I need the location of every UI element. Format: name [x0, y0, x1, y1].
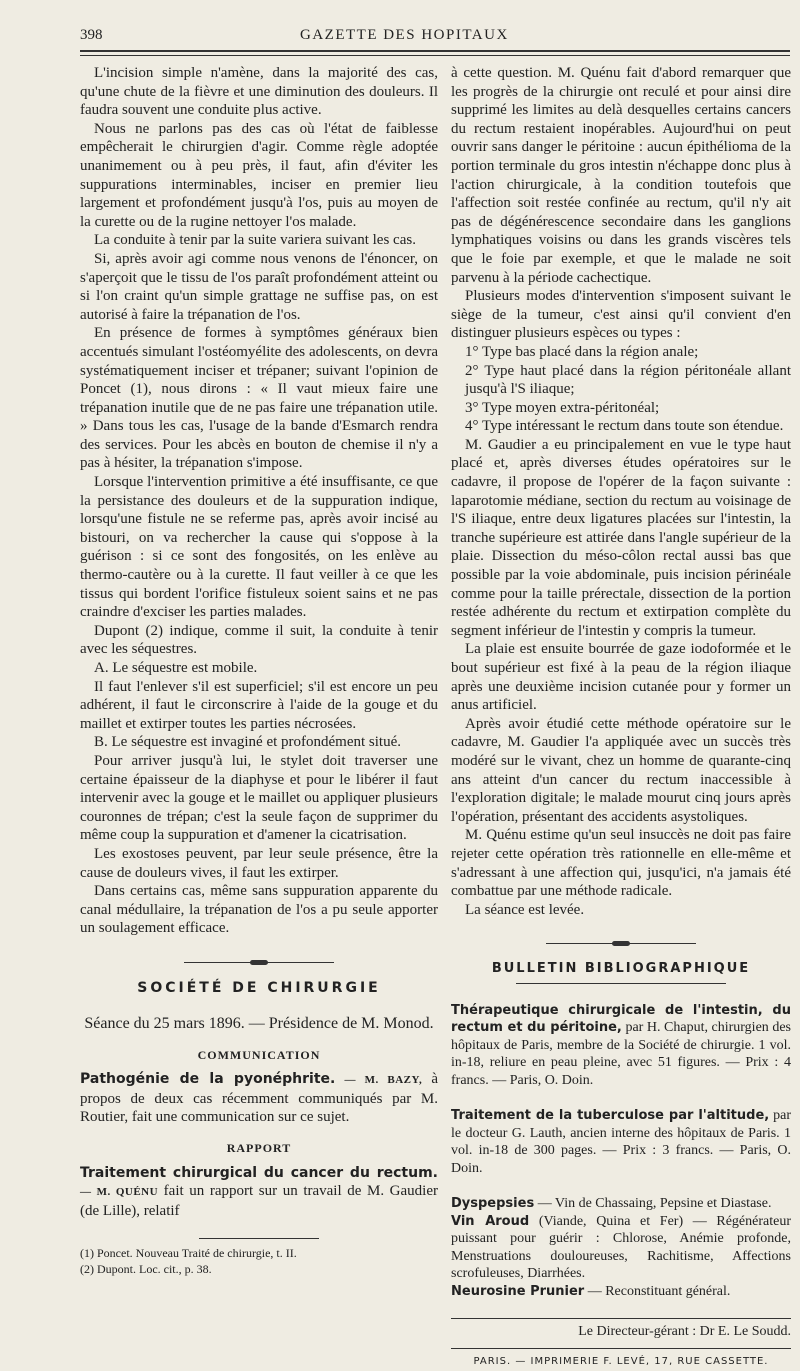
ad-text: — Vin de Chassaing, Pepsine et Diastase. — [537, 1196, 772, 1211]
paragraph: Nous ne parlons pas des cas où l'état de faiblesse empêcherait le chirurgien d'agir. Comme règle adoptée unanimement ou à peu près, il faut, afin d'éviter les suppurations interminables, inciser en premier lieu largement et profondément jusqu'à l'os, puis au moyen de la curette ou de la rugine nettoyer l'os malade. — [80, 120, 438, 230]
ad-line — [451, 1195, 791, 1213]
signature: Le Directeur-gérant : Dr E. Le Soudd. — [578, 1324, 791, 1339]
society-title: SOCIÉTÉ DE CHIRURGIE — [137, 979, 381, 996]
paragraph: La plaie est ensuite bourrée de gaze iodoformée et le bout supérieur est fixé à la peau de la région iliaque après une deuxième incision cutanée pour y former un anus artificiel. — [451, 641, 791, 714]
communication-title: Pathogénie de la pyonéphrite. — [80, 1071, 336, 1088]
rapport-author: — M. QUÉNU — [80, 1186, 159, 1199]
paragraph: Plusieurs modes d'intervention s'imposent suivant le siège de la tumeur, c'est ainsi qu'il convient d'en distinguer plusieurs espèces ou types : — [451, 288, 791, 342]
paragraph: A. Le séquestre est mobile. — [94, 660, 258, 676]
ornament-divider — [80, 950, 438, 969]
biblio-entry — [451, 1107, 791, 1177]
type-item: 3° Type moyen extra-péritonéal; — [465, 399, 660, 416]
header-rule-thin — [80, 55, 790, 56]
bulletin-title: BULLETIN BIBLIOGRAPHIQUE — [491, 960, 751, 976]
footnote-rule — [199, 1238, 319, 1239]
paragraph: Il faut l'enlever s'il est superficiel; s'il est encore un peu adhérent, il faut le circonscrire à l'aide de la gouge et du maillet et extirper toutes les parties nécrosées. — [80, 678, 438, 732]
type-item: 1° Type bas placé dans la région anale; — [465, 343, 699, 360]
paragraph: Si, après avoir agi comme nous venons de l'énoncer, on s'aperçoit que le tissu de l'os paraît profondément atteint ou si l'on craint qu'un simple grattage ne suffise pas, on est autorisé à faire la trépanation de l'os. — [80, 250, 438, 323]
ad-text: (Viande, Quina et Fer) — Régénérateur puissant pour guérir : Chlorose, Anémie profonde, Menstruations douloureuses, Rachitisme, Affections scrofuleuses, Diarrhées. — [451, 1213, 791, 1281]
advertisements — [451, 1195, 791, 1300]
type-item: 4° Type intéressant le rectum dans toute son étendue. — [465, 418, 784, 435]
biblio-title: Thérapeutique chirurgicale de l'intestin, du rectum et du péritoine, — [451, 1002, 791, 1035]
rapport-text: fait un rapport sur un travail de M. Gaudier (de Lille), relatif — [80, 1183, 438, 1219]
imprint: PARIS. — IMPRIMERIE F. LEVÉ, 17, RUE CASSETTE. — [473, 1355, 769, 1367]
communication-paragraph — [80, 1070, 438, 1127]
footnote: (1) Poncet. Nouveau Traité de chirurgie, t. II. — [80, 1246, 297, 1261]
ad-product: Neurosine Prunier — [451, 1283, 585, 1299]
running-title: GAZETTE DES HOPITAUX — [300, 27, 509, 43]
left-column — [80, 64, 438, 1277]
bulletin-underline — [516, 983, 726, 984]
paragraph: Les exostoses peuvent, par leur seule présence, être la cause de douleurs vives, il faut les extirper. — [80, 845, 438, 881]
biblio-text: par H. Chaput, chirurgien des hôpitaux de Paris, membre de la Société de chirurgie. 1 vol. in-18, reliure en peau pleine, avec 51 figures. — Prix : 4 francs. — Paris, O. Doin. — [451, 1020, 792, 1088]
signature-rule — [451, 1318, 791, 1319]
header-rule — [80, 50, 790, 52]
rapport-paragraph — [80, 1164, 438, 1221]
type-item: 2° Type haut placé dans la région péritonéale allant jusqu'à l'S iliaque; — [465, 362, 791, 398]
paragraph: Pour arriver jusqu'à lui, le stylet doit traverser une certaine épaisseur de la diaphyse et pour le libérer il faut intervenir avec la gouge et le maillet ou appliquer plusieurs couronnes de trépan; c'est la seule façon de supprimer du même coup la suppuration et d'amener la cicatrisation. — [80, 752, 438, 844]
paragraph: B. Le séquestre est invaginé et profondément situé. — [94, 734, 401, 751]
paragraph: M. Gaudier a eu principalement en vue le type haut placé et, après diverses études opératoires sur le cadavre, il propose de l'opérer de la façon suivante : laparotomie médiane, section du rectum au voisinage de l'S iliaque, entre deux ligatures placées sur l'intestin, la tranche supérieure est attirée dans l'angle supérieur de la plaie. Dissection du méso-côlon rectal aussi bas que possible par la voie abdominale, puis incision périnéale comme pour la taille prérectale, dissection de la portion restée adhérente du rectum et extirpation complète du segment inférieur de l'intestin y compris la tumeur. — [451, 436, 791, 639]
biblio-entry — [451, 1002, 791, 1090]
footnote: (2) Dupont. Loc. cit., p. 38. — [80, 1262, 212, 1277]
paragraph: à cette question. M. Quénu fait d'abord remarquer que les progrès de la chirurgie ont reculé et pour ainsi dire supprimé les limites au delà desquelles certains cancers du rectum restaient inopérables. Aujourd'hui on peut ouvrir sans danger le péritoine : aucun épithélioma de la portion terminale du gros intestin n'échappe donc plus à l'action chirurgicale, à la condition toutefois que l'affection soit restée confinée au rectum, qu'il n'y ait pas de dégénérescence secondaire dans les ganglions lymphatiques voisins ou dans les grands viscères tels que le foie par exemple, et que le malade ne soit parvenu à la période cachectique. — [451, 65, 791, 286]
rapport-heading: RAPPORT — [226, 1141, 292, 1156]
footnotes — [80, 1245, 438, 1277]
paragraph: Dans certains cas, même sans suppuration apparente du canal médullaire, la trépanation de l'os a pu seule apporter un soulagement efficace. — [80, 883, 438, 937]
ad-product: Dyspepsies — [451, 1196, 535, 1211]
ornament-divider — [451, 931, 791, 950]
communication-author: — M. BAZY, — [344, 1074, 423, 1087]
paragraph: En présence de formes à symptômes généraux bien accentués simulant l'ostéomyélite des adolescents, on devra systématiquement inciser et trépaner; suivant l'opinion de Poncet (1), nous dirons : « Il vaut mieux faire une trépanation inutile que de ne pas faire une trépanation utile. » Dans tous les cas, l'usage de la bande d'Esmarch rendra des services. Pour les abcès en bouton de chemise il n'y a pas à hésiter, la trépanation s'impose. — [80, 325, 438, 472]
ad-line — [451, 1283, 791, 1301]
paragraph: L'incision simple n'amène, dans la majorité des cas, qu'une chute de la fièvre et une diminution des douleurs. Il faudra souvent une conduite plus active. — [80, 65, 438, 119]
page-number: 398 — [80, 27, 103, 43]
seance-line: Séance du 25 mars 1896. — Présidence de M. Monod. — [84, 1015, 434, 1033]
imprint-rule — [451, 1348, 791, 1349]
biblio-text: par le docteur G. Lauth, ancien interne des hôpitaux de Paris. 1 vol. in-18 de 300 pages. — Prix : 3 francs. — Paris, O. Doin. — [451, 1108, 791, 1176]
ad-text: — Reconstituant général. — [587, 1283, 731, 1299]
paragraph: La conduite à tenir par la suite variera suivant les cas. — [94, 232, 416, 249]
communication-text: à propos de deux cas récemment communiqués par M. Routier, fait une communication sur ce sujet. — [80, 1071, 439, 1126]
paragraph: La séance est levée. — [465, 901, 585, 918]
rapport-title: Traitement chirurgical du cancer du rectum. — [80, 1164, 438, 1181]
ad-product: Vin Aroud — [451, 1213, 530, 1229]
communication-heading: COMMUNICATION — [197, 1047, 321, 1062]
paragraph: Lorsque l'intervention primitive a été insuffisante, ce que la persistance des douleurs et de la suppuration indique, lorsqu'une fistule ne se referme pas, après avoir incisé au bistouri, on va rechercher la cause qui s'oppose à la guérison : si ce sont des fongosités, on les enlève au thermo-cautère ou à la curette. Il faut veiller à ce que les tissus qui bordent l'orifice fistuleux soient sains et ne pas craindre d'exciser les parties malades. — [80, 474, 438, 621]
biblio-title: Traitement de la tuberculose par l'altitude, — [451, 1108, 770, 1123]
paragraph: Dupont (2) indique, comme il suit, la conduite à tenir avec les séquestres. — [80, 622, 438, 658]
ad-line — [451, 1213, 791, 1283]
right-column — [451, 64, 791, 1371]
paragraph: Après avoir étudié cette méthode opératoire sur le cadavre, M. Gaudier l'a appliquée avec un succès très modéré sur le vivant, chez un homme de quarante-cinq ans atteint d'un cancer du rectum inaccessible à l'exploration digitale; le malade mourut cinq jours après l'opération, présentant des accidents asystoliques. — [451, 715, 791, 825]
paragraph: M. Quénu estime qu'un seul insuccès ne doit pas faire rejeter cette opération très rationnelle en elle-même et s'adressant à une affection qui, jusqu'ici, n'a jamais été combattue par une méthode radicale. — [451, 827, 791, 900]
